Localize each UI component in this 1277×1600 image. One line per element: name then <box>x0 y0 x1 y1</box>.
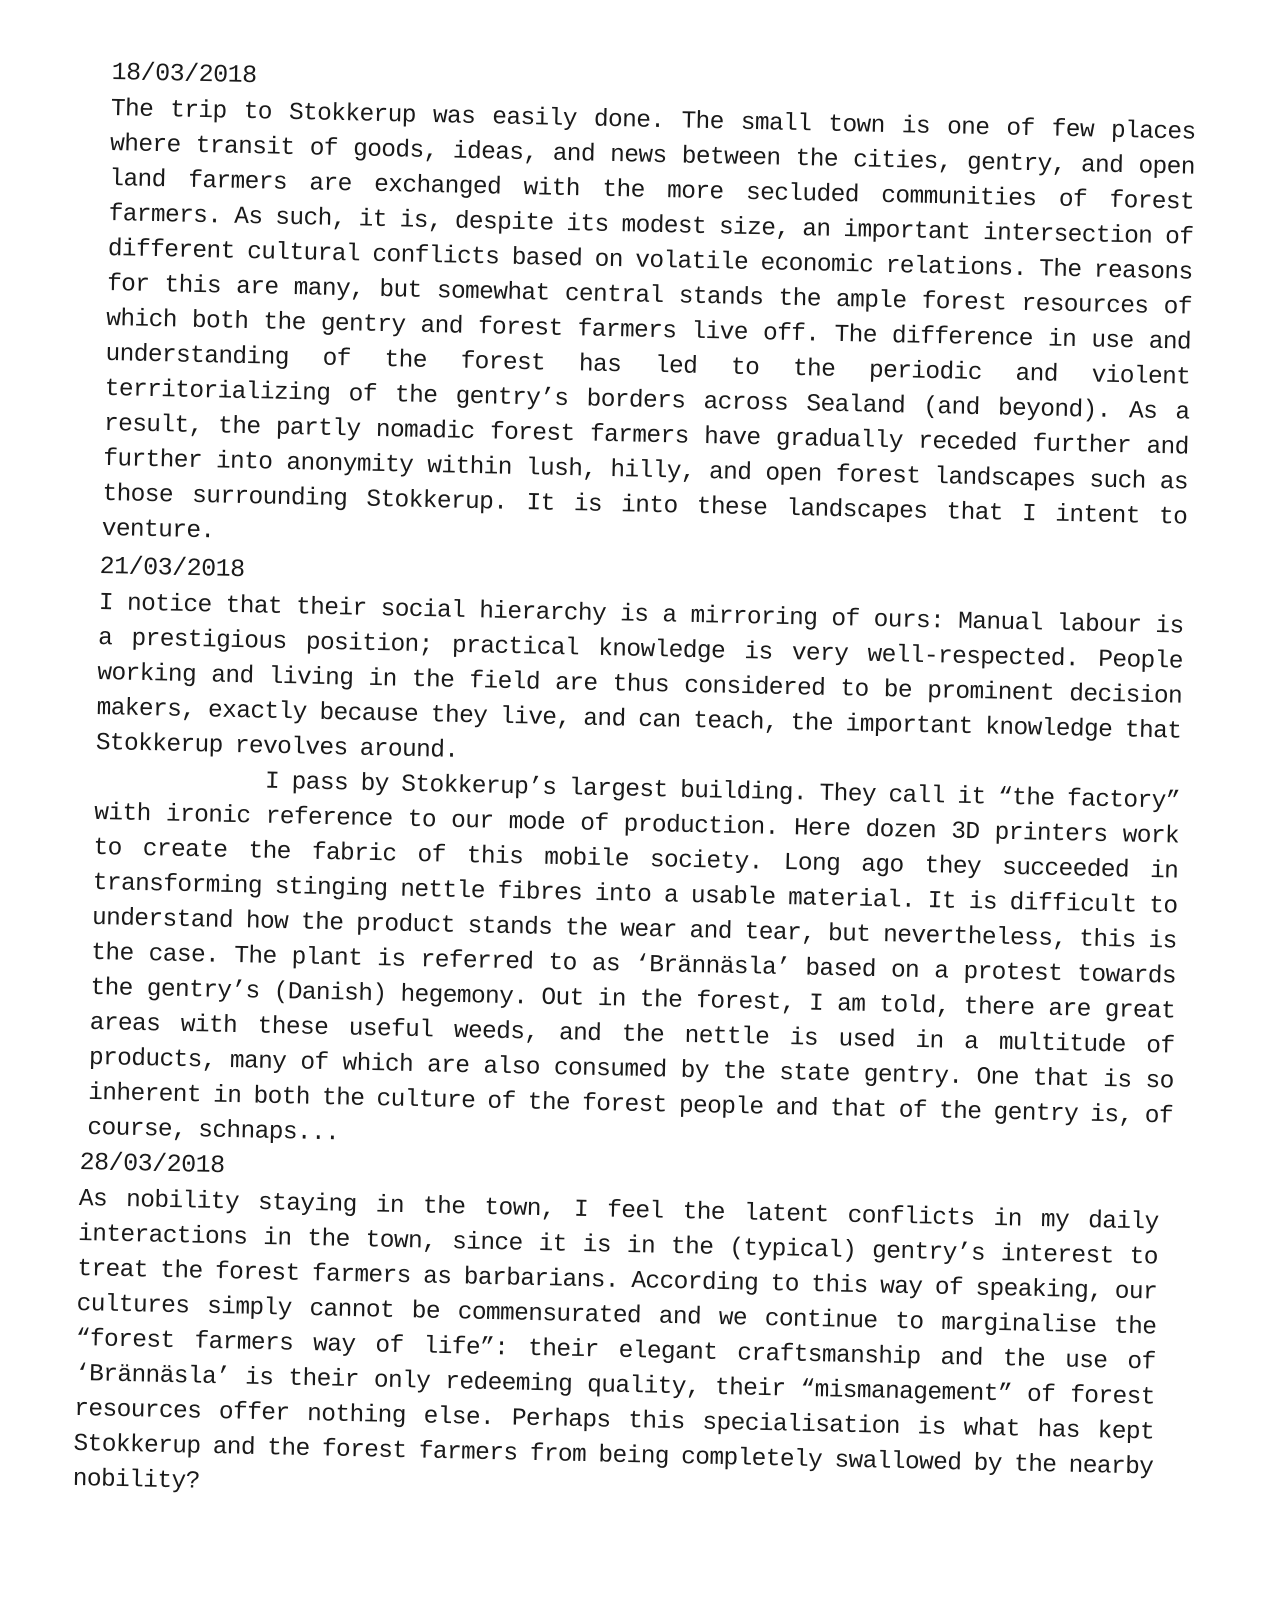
entry-paragraph: As nobility staying in the town, I feel the latent conflicts in my daily interactions in the town, since it is in the (typical) gentry’s interest to treat the forest farmers as barbarians. According to this way of speaking, our cultures simply cannot be commensurated and we continue to marginalise the “forest farmers way of life”: their elegant craftsmanship and the use of ‘Brännäsla’ is their only redeeming quality, their “mismanagement” of forest resources offer nothing else. Perhaps this specialisation is what has kept Stokkerup and the forest farmers from being completely swallowed by the nearby nobility? <box>72 1185 1159 1496</box>
journal-entry <box>72 1148 1159 1520</box>
entry-paragraph: I notice that their social hierarchy is a mirroring of ours: Manual labour is a prestigious position; practical knowledge is very well-respected. People working and living in the field are thus considered to be prominent decision makers, exactly because they live, and can teach, the important knowledge that Stokkerup revolves around. <box>95 589 1184 765</box>
entry-paragraph: I pass by Stokkerup’s largest building. They call it “the factory” with ironic reference to our mode of production. Here dozen 3D printers work to create the fabric of this mobile society. Long ago they succeeded in transforming stinging nettle fibres into a usable material. It is difficult to understand how the product stands the wear and tear, but nevertheless, this is the case. The plant is referred to as ‘Brännäsla’ based on a protest towards the gentry’s (Danish) hegemony. Out in the forest, I am told, there are great areas with these useful weeds, and the nettle is used in a multitude of products, many of which are also consumed by the state gentry. One that is so inherent in both the culture of the forest people and that of the gentry is, of course, schnaps... <box>87 768 1181 1148</box>
entry-date: 28/03/2018 <box>79 1148 225 1181</box>
entry-date: 18/03/2018 <box>111 58 257 91</box>
journal-entry <box>101 58 1196 571</box>
journal-entry <box>87 552 1185 1170</box>
entry-date: 21/03/2018 <box>99 552 245 585</box>
entry-paragraph: The trip to Stokkerup was easily done. The small town is one of few places where transit of goods, ideas, and news between the cities, gentry, and open land farmers are exchanged with the more secluded communities of forest farmers. As such, it is, despite its modest size, an important intersection of different cultural conflicts based on volatile economic relations. The reasons for this are many, but somewhat central stands the ample forest resources of which both the gentry and forest farmers live off. The difference in use and understanding of the forest has led to the periodic and violent territorializing of the gentry’s borders across Sealand (and beyond). As a result, the partly nomadic forest farmers have gradually receded further and further into anonymity within lush, hilly, and open forest landscapes such as those surrounding Stokkerup. It is into these landscapes that I intent to venture. <box>101 95 1196 546</box>
